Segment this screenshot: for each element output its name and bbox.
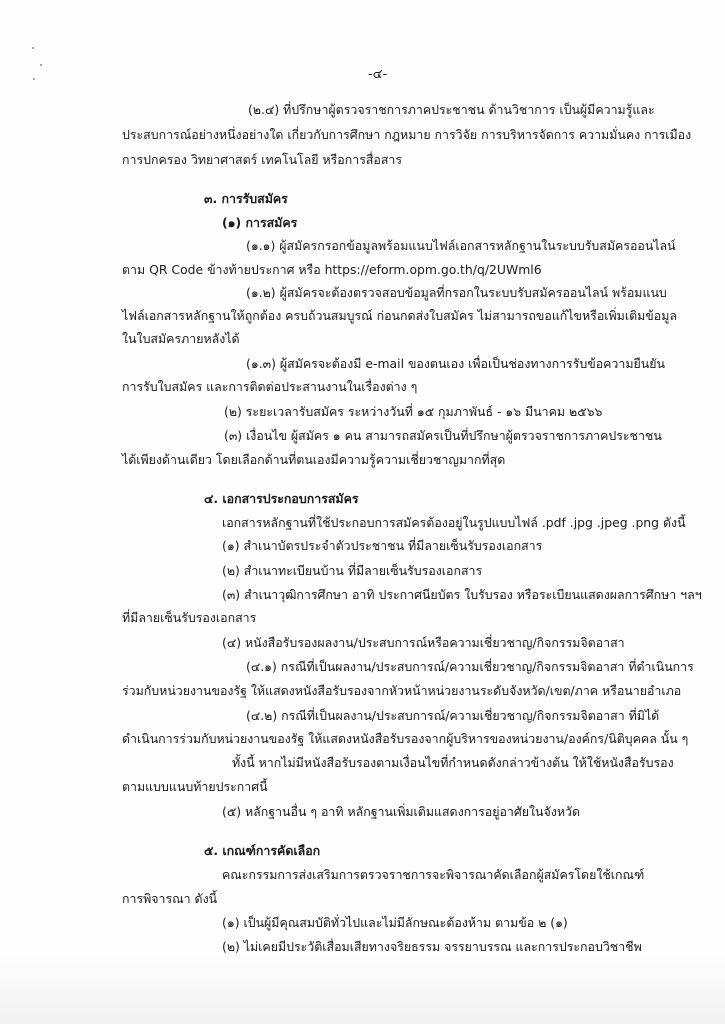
section-5-heading: ๕. เกณฑ์การคัดเลือก <box>204 843 321 858</box>
doc-item-4-2-line-3: ทั้งนี้ หากไม่มีหนังสือรับรองตามเงื่อนไขที่กำหนดดังกล่าวข้างต้น ให้ใช้หนังสือรับรอง <box>232 755 674 770</box>
doc-item-2: (๒) สำเนาทะเบียนบ้าน ที่มีลายเซ็นรับรองเอกสาร <box>222 563 483 578</box>
doc-item-4-1-line-2: ร่วมกับหน่วยงานของรัฐ ให้แสดงหนังสือรับรองจากหัวหน้าหน่วยงานระดับจังหวัด/เขต/ภาค หรือนายอำเภอ <box>122 683 682 698</box>
scan-speck <box>33 78 35 80</box>
scan-speck <box>40 64 42 66</box>
scan-shadow <box>0 955 725 1024</box>
para-1-2-line-2: ไฟล์เอกสารหลักฐานให้ถูกต้อง ครบถ้วนสมบูรณ์ ก่อนกดส่งใบสมัคร ไม่สามารถขอแก้ไขหรือเพิ่มเติมข้อมูล <box>122 308 677 323</box>
doc-item-4-1-line-1: (๔.๑) กรณีที่เป็นผลงาน/ประสบการณ์/ความเชี่ยวชาญ/กิจกรรมจิตอาสา ที่ดำเนินการ <box>246 659 694 674</box>
doc-item-1: (๑) สำเนาบัตรประจำตัวประชาชน ที่มีลายเซ็นรับรองเอกสาร <box>222 538 543 553</box>
para-1-3-line-2: การรับใบสมัคร และการติดต่อประสานงานในเรื่องต่าง ๆ <box>122 379 418 394</box>
criteria-item-2: (๒) ไม่เคยมีประวัติเสื่อมเสียทางจริยธรรม จรรยาบรรณ และการประกอบวิชาชีพ <box>222 939 642 954</box>
doc-item-4-2-line-2: ดำเนินการร่วมกับหน่วยงานของรัฐ ให้แสดงหนังสือรับรองจากผู้บริหารของหน่วยงาน/องค์กร/นิติบุคคล นั้น ๆ <box>122 731 689 746</box>
doc-item-3-line-2: ที่มีลายเซ็นรับรองเอกสาร <box>122 610 257 625</box>
section-5-intro-line-2: การพิจารณา ดังนี้ <box>122 891 218 906</box>
para-2-4-line-3: การปกครอง วิทยาศาสตร์ เทคโนโลยี หรือการสื่อสาร <box>122 152 403 167</box>
para-1-2-line-3: ในใบสมัครภายหลังได้ <box>122 331 240 346</box>
section-5-intro-line-1: คณะกรรมการส่งเสริมการตรวจราชการจะพิจารณาคัดเลือกผู้สมัครโดยใช้เกณฑ์ <box>222 867 645 882</box>
para-1-1-line-2: ตาม QR Code ข้างท้ายประกาศ หรือ https://eform.opm.go.th/q/2UWml6 <box>122 262 542 277</box>
section-4-intro: เอกสารหลักฐานที่ใช้ประกอบการสมัครต้องอยู่ในรูปแบบไฟล์ .pdf .jpg .jpeg .png ดังนี้ <box>222 515 686 530</box>
para-1-3-line-1: (๑.๓) ผู้สมัครจะต้องมี e-mail ของตนเอง เพื่อเป็นช่องทางการรับข้อความยืนยัน <box>246 356 665 371</box>
doc-item-5: (๕) หลักฐานอื่น ๆ อาทิ หลักฐานเพิ่มเติมแสดงการอยู่อาศัยในจังหวัด <box>222 804 580 819</box>
subsection-2-period: (๒) ระยะเวลารับสมัคร ระหว่างวันที่ ๑๕ กุมภาพันธ์ - ๑๖ มีนาคม ๒๕๖๖ <box>224 404 603 419</box>
subsection-1-heading: (๑) การสมัคร <box>222 215 298 230</box>
para-1-2-line-1: (๑.๒) ผู้สมัครจะต้องตรวจสอบข้อมูลที่กรอกในระบบรับสมัครออนไลน์ พร้อมแนบ <box>246 285 667 300</box>
doc-item-4-2-line-1: (๔.๒) กรณีที่เป็นผลงาน/ประสบการณ์/ความเชี่ยวชาญ/กิจกรรมจิตอาสา ที่มิได้ <box>246 708 660 723</box>
scan-speck <box>32 47 34 49</box>
subsection-3-condition-line-2: ได้เพียงด้านเดียว โดยเลือกด้านที่ตนเองมีความรู้ความเชี่ยวชาญมากที่สุด <box>122 452 506 467</box>
doc-item-4-2-line-4: ตามแบบแนบท้ายประกาศนี้ <box>122 779 268 794</box>
subsection-3-condition-line-1: (๓) เงื่อนไข ผู้สมัคร ๑ คน สามารถสมัครเป็นที่ปรึกษาผู้ตรวจราชการภาคประชาชน <box>224 428 662 443</box>
section-3-heading: ๓. การรับสมัคร <box>204 191 288 206</box>
page-number: -๔- <box>368 67 388 82</box>
section-4-heading: ๔. เอกสารประกอบการสมัคร <box>204 491 359 506</box>
criteria-item-1: (๑) เป็นผู้มีคุณสมบัติทั่วไปและไม่มีลักษณะต้องห้าม ตามข้อ ๒ (๑) <box>222 915 568 930</box>
para-1-1-line-1: (๑.๑) ผู้สมัครกรอกข้อมูลพร้อมแนบไฟล์เอกสารหลักฐานในระบบรับสมัครออนไลน์ <box>246 238 676 253</box>
doc-item-3-line-1: (๓) สำเนาวุฒิการศึกษา อาทิ ประกาศนียบัตร ใบรับรอง หรือระเบียนแสดงผลการศึกษา ฯลฯ <box>222 587 702 602</box>
para-2-4-line-2: ประสบการณ์อย่างหนึ่งอย่างใด เกี่ยวกับการศึกษา กฎหมาย การวิจัย การบริหารจัดการ ความมั่นคง การเมือง <box>122 127 692 142</box>
para-2-4-line-1: (๒.๔) ที่ปรึกษาผู้ตรวจราชการภาคประชาชน ด้านวิชาการ เป็นผู้มีความรู้และ <box>248 102 655 117</box>
doc-item-4: (๔) หนังสือรับรองผลงาน/ประสบการณ์หรือความเชี่ยวชาญ/กิจกรรมจิตอาสา <box>222 635 625 650</box>
